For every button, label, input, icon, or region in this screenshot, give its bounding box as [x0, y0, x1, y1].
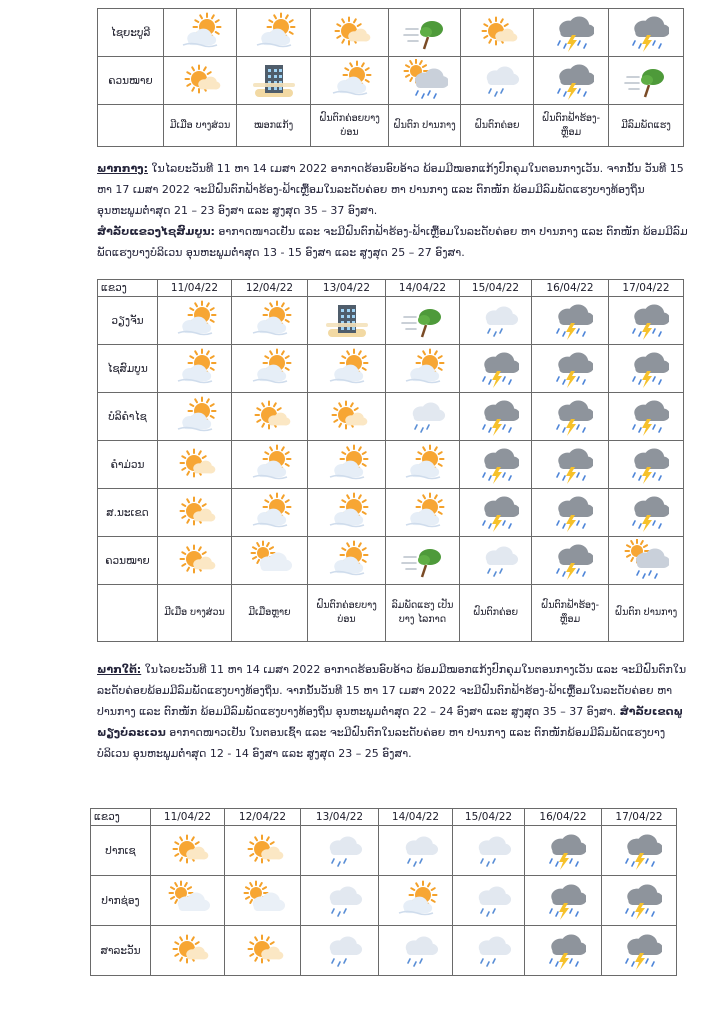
- sunny-icon: [177, 59, 223, 103]
- forecast-cell: [609, 393, 684, 441]
- date-column-header: 11/04/22: [158, 280, 232, 297]
- forecast-cell: [386, 441, 460, 489]
- sun-cloud-rain-icon: [402, 59, 448, 103]
- forecast-cell: [158, 393, 232, 441]
- forecast-table-southern: [90, 808, 677, 976]
- southern-region-forecast: [97, 659, 689, 764]
- date-column-header: 14/04/22: [386, 280, 460, 297]
- cloud-rain-icon: [466, 929, 512, 973]
- plateau-heading: ສໍາລັບເຂດພູພຽງບໍລະເວນ: [97, 705, 684, 739]
- forecast-cell: [460, 393, 532, 441]
- cloud-rain-icon: [473, 539, 519, 583]
- sunny-icon: [327, 11, 373, 55]
- forecast-cell: [158, 297, 232, 345]
- legend-label: ຝົນຕົກຄ່ອຍບາງ ບ່ອນ: [308, 585, 386, 642]
- sunny-icon: [240, 829, 286, 873]
- southern-region-heading: ພາກໃຕ້:: [97, 663, 142, 676]
- forecast-cell: [237, 9, 311, 57]
- forecast-cell: [460, 345, 532, 393]
- windy-tree-icon: [402, 11, 448, 55]
- cloud-rain-icon: [393, 829, 439, 873]
- thunderstorm-icon: [616, 829, 662, 873]
- forecast-table-central: [97, 279, 684, 642]
- forecast-cell: [453, 926, 525, 976]
- forecast-cell: [311, 57, 389, 105]
- forecast-cell: [532, 537, 609, 585]
- thunderstorm-icon: [547, 299, 593, 343]
- haze-building-icon: [324, 299, 370, 343]
- forecast-cell: [158, 537, 232, 585]
- forecast-cell: [389, 9, 461, 57]
- date-column-header: 17/04/22: [602, 809, 677, 826]
- forecast-row: [91, 826, 677, 876]
- forecast-cell: [525, 876, 602, 926]
- date-column-header: 13/04/22: [308, 280, 386, 297]
- province-name: ສ.ນະເຂດ: [98, 489, 158, 537]
- forecast-cell: [386, 345, 460, 393]
- forecast-cell: [609, 489, 684, 537]
- forecast-cell: [453, 876, 525, 926]
- sunny-icon: [247, 395, 293, 439]
- forecast-table-northern: [97, 8, 684, 147]
- forecast-cell: [232, 441, 308, 489]
- forecast-cell: [461, 57, 534, 105]
- thunderstorm-icon: [473, 395, 519, 439]
- forecast-cell: [532, 393, 609, 441]
- forecast-row: [98, 537, 684, 585]
- forecast-cell: [225, 876, 301, 926]
- sunny-partly-cloudy-icon: [247, 299, 293, 343]
- legend-label: ຝົນຕົກຄ່ອຍ: [460, 585, 532, 642]
- forecast-row: [91, 926, 677, 976]
- thunderstorm-icon: [623, 347, 669, 391]
- date-column-header: 12/04/22: [225, 809, 301, 826]
- legend-label: ລົມພັດແຮງ ເປັນບາງ ໄລກາດ: [386, 585, 460, 642]
- forecast-cell: [232, 393, 308, 441]
- forecast-cell: [460, 489, 532, 537]
- cloud-rain-icon: [317, 879, 363, 923]
- forecast-cell: [308, 345, 386, 393]
- sunny-partly-cloudy-icon: [324, 491, 370, 535]
- forecast-cell: [379, 926, 453, 976]
- date-column-header: 13/04/22: [301, 809, 379, 826]
- legend-label: ຝົນຕົກຄ່ອຍ: [461, 105, 534, 147]
- forecast-cell: [232, 297, 308, 345]
- legend-row: [98, 105, 684, 147]
- legend-label: ຝົນຕົກ ປານກາງ: [609, 585, 684, 642]
- sunny-partly-cloudy-icon: [247, 491, 293, 535]
- forecast-cell: [386, 537, 460, 585]
- thunderstorm-icon: [473, 443, 519, 487]
- forecast-cell: [151, 926, 225, 976]
- forecast-cell: [151, 876, 225, 926]
- thunderstorm-icon: [548, 59, 594, 103]
- forecast-cell: [609, 57, 684, 105]
- xaisomboun-text: ອາກາດໜາວເຢັນ ແລະ ຈະມີຝົນຕົກຟ້າຮ້ອງ-ຟ້າເຫຼື້ອມໃນລະດັບຄ່ອຍ ຫາ ປານກາງ ແລະ ຕົກໜັກ ພ້ອມມີລົມພັດແຮງບາງບໍລິເວນ ອຸນຫະພູມຕໍ່າສຸດ 13 - 15 ອົງສາ ແລະ ສູງສຸດ 25 – 27 ອົງສາ.: [97, 225, 688, 259]
- thunderstorm-icon: [540, 879, 586, 923]
- forecast-cell: [164, 9, 237, 57]
- central-region-forecast: [97, 158, 689, 263]
- forecast-cell: [158, 345, 232, 393]
- thunderstorm-icon: [547, 443, 593, 487]
- forecast-row: [98, 9, 684, 57]
- forecast-row: [98, 489, 684, 537]
- sun-cloud-rain-icon: [623, 539, 669, 583]
- thunderstorm-icon: [547, 491, 593, 535]
- sunny-partly-cloudy-icon: [400, 491, 446, 535]
- sunny-partly-cloudy-icon: [247, 347, 293, 391]
- cloud-rain-icon: [473, 299, 519, 343]
- forecast-cell: [525, 826, 602, 876]
- forecast-cell: [225, 826, 301, 876]
- forecast-cell: [151, 826, 225, 876]
- sunny-partly-cloudy-icon: [172, 299, 218, 343]
- forecast-cell: [609, 441, 684, 489]
- forecast-cell: [386, 393, 460, 441]
- cloud-rain-icon: [400, 395, 446, 439]
- date-column-header: 15/04/22: [453, 809, 525, 826]
- forecast-cell: [534, 9, 609, 57]
- sunny-partly-cloudy-icon: [324, 539, 370, 583]
- cloud-rain-icon: [317, 829, 363, 873]
- forecast-cell: [453, 826, 525, 876]
- forecast-row: [98, 297, 684, 345]
- forecast-cell: [534, 57, 609, 105]
- thunderstorm-icon: [473, 491, 519, 535]
- forecast-cell: [460, 441, 532, 489]
- date-column-header: 14/04/22: [379, 809, 453, 826]
- legend-label: ມີເມືອ ບາງສ່ວນ: [158, 585, 232, 642]
- legend-label: ຝົນຕົກ ປານກາງ: [389, 105, 461, 147]
- southern-region-text: ໃນໄລຍະວັນທີ 11 ຫາ 14 ເມສາ 2022 ອາກາດຮ້ອນອົບອ້າວ ພ້ອມມີໝອກແກ້ງປົກຄຸມໃນຕອນກາງເວັນ ແລະ ຈະມີຝົນຕົກໃນລະດັບຄ່ອຍພ້ອມມີລົມພັດແຮງບາງທ້ອງຖິ່ນ. ຈາກນັ້ນວັນທີ 15 ຫາ 17 ເມສາ 2022 ຈະມີຝົນຕົກຟ້າຮ້ອງ-ຟ້າເຫຼື້ອມໃນລະດັບຄ່ອຍ ຫາ ປານກາງ ແລະ ຕົກໜັກ ພ້ອມມີລົມພັດແຮງບາງທ້ອງຖິ່ນ ອຸນຫະພູມຕໍ່າສຸດ 22 – 24 ອົງສາ ແລະ ສູງສຸດ 35 – 37 ອົງສາ.: [97, 663, 687, 718]
- legend-label: ມີລົມພັດແຮງ: [609, 105, 684, 147]
- legend-label: ຝົນຕົກຟ້າຮ້ອງ-ຫຼຶອມ: [534, 105, 609, 147]
- forecast-cell: [308, 393, 386, 441]
- province-name: ຄໍາມ່ວນ: [98, 441, 158, 489]
- sunny-partly-cloudy-icon: [172, 347, 218, 391]
- thunderstorm-icon: [623, 299, 669, 343]
- legend-label: ມີເມືອຫຼາຍ: [232, 585, 308, 642]
- forecast-cell: [158, 441, 232, 489]
- thunderstorm-icon: [623, 491, 669, 535]
- sunny-partly-cloudy-icon: [327, 59, 373, 103]
- forecast-cell: [532, 297, 609, 345]
- forecast-row: [98, 345, 684, 393]
- forecast-cell: [460, 297, 532, 345]
- sunny-icon: [165, 829, 211, 873]
- forecast-cell: [532, 441, 609, 489]
- thunderstorm-icon: [623, 395, 669, 439]
- forecast-cell: [389, 57, 461, 105]
- legend-label: ມີເມືອ ບາງສ່ວນ: [164, 105, 237, 147]
- sunny-icon: [474, 11, 520, 55]
- thunderstorm-icon: [540, 929, 586, 973]
- thunderstorm-icon: [547, 539, 593, 583]
- forecast-cell: [301, 876, 379, 926]
- sunny-icon: [240, 929, 286, 973]
- forecast-cell: [301, 926, 379, 976]
- sunny-partly-cloudy-icon: [177, 11, 223, 55]
- thunderstorm-icon: [540, 829, 586, 873]
- forecast-cell: [609, 9, 684, 57]
- thunderstorm-icon: [616, 929, 662, 973]
- province-name: ໄຊສົມບູນ: [98, 345, 158, 393]
- sunny-partly-cloudy-icon: [251, 11, 297, 55]
- forecast-cell: [308, 537, 386, 585]
- thunderstorm-icon: [623, 443, 669, 487]
- forecast-cell: [158, 489, 232, 537]
- sunny-partly-cloudy-icon: [400, 443, 446, 487]
- sunny-icon: [324, 395, 370, 439]
- cloud-rain-icon: [317, 929, 363, 973]
- date-column-header: 11/04/22: [151, 809, 225, 826]
- sunny-icon: [172, 443, 218, 487]
- haze-building-icon: [251, 59, 297, 103]
- forecast-cell: [460, 537, 532, 585]
- xaisomboun-heading: ສໍາລັບແຂວງໄຊສົມບູນ:: [97, 225, 215, 238]
- forecast-cell: [461, 9, 534, 57]
- sunny-icon: [165, 929, 211, 973]
- forecast-cell: [525, 926, 602, 976]
- forecast-cell: [308, 441, 386, 489]
- forecast-cell: [379, 826, 453, 876]
- legend-label: ຝົນຕົກຄ່ອຍບາງ ບ່ອນ: [311, 105, 389, 147]
- sunny-partly-cloudy-icon: [172, 395, 218, 439]
- province-name: ວຽງຈັນ: [98, 297, 158, 345]
- forecast-cell: [602, 926, 677, 976]
- windy-tree-icon: [623, 59, 669, 103]
- cloud-rain-icon: [393, 929, 439, 973]
- forecast-cell: [609, 345, 684, 393]
- cloud-rain-icon: [466, 829, 512, 873]
- forecast-cell: [232, 345, 308, 393]
- windy-tree-icon: [400, 299, 446, 343]
- legend-blank-cell: [98, 105, 164, 147]
- forecast-row: [98, 57, 684, 105]
- legend-blank-cell: [98, 585, 158, 642]
- central-region-heading: ພາກກາງ:: [97, 162, 148, 175]
- forecast-row: [98, 441, 684, 489]
- cloud-rain-icon: [474, 59, 520, 103]
- province-name: ປາກຊ່ອງ: [91, 876, 151, 926]
- date-column-header: 17/04/22: [609, 280, 684, 297]
- forecast-cell: [609, 537, 684, 585]
- thunderstorm-icon: [547, 347, 593, 391]
- province-name: ຄວນໝາຍ: [98, 57, 164, 105]
- forecast-cell: [308, 297, 386, 345]
- forecast-cell: [602, 876, 677, 926]
- thunderstorm-icon: [623, 11, 669, 55]
- province-name: ປາກເຊ: [91, 826, 151, 876]
- windy-tree-icon: [400, 539, 446, 583]
- forecast-cell: [164, 57, 237, 105]
- date-column-header: 15/04/22: [460, 280, 532, 297]
- province-name: ສາລະວັນ: [91, 926, 151, 976]
- sunny-icon: [172, 491, 218, 535]
- sunny-icon: [172, 539, 218, 583]
- province-name: ບໍລິຄໍາໄຊ: [98, 393, 158, 441]
- forecast-cell: [232, 489, 308, 537]
- sunny-partly-cloudy-icon: [247, 443, 293, 487]
- forecast-cell: [311, 9, 389, 57]
- sunny-partly-cloudy-icon: [400, 347, 446, 391]
- forecast-row: [91, 876, 677, 926]
- sunny-partly-cloudy-icon: [393, 879, 439, 923]
- thunderstorm-icon: [548, 11, 594, 55]
- forecast-cell: [532, 489, 609, 537]
- forecast-cell: [386, 297, 460, 345]
- forecast-cell: [379, 876, 453, 926]
- thunderstorm-icon: [547, 395, 593, 439]
- forecast-cell: [232, 537, 308, 585]
- forecast-row: [98, 393, 684, 441]
- legend-label: ຝົນຕົກຟ້າຮ້ອງ-ຫຼຶອມ: [532, 585, 609, 642]
- province-name: ໄຊຍະບູລີ: [98, 9, 164, 57]
- thunderstorm-icon: [616, 879, 662, 923]
- province-column-header: ແຂວງ: [91, 809, 151, 826]
- province-column-header: ແຂວງ: [98, 280, 158, 297]
- plateau-text: ອາກາດໜາວເຢັນ ໃນຕອນເຊົ້າ ແລະ ຈະມີຝົນຕົກໃນລະດັບຄ່ອຍ ຫາ ປານກາງ ແລະ ຕົກໜັກພ້ອມມີລົມພັດແຮງບາງບໍລິເວນ ອຸນຫະພູມຕໍ່າສຸດ 12 - 14 ອົງສາ ແລະ ສູງສຸດ 23 – 25 ອົງສາ.: [97, 726, 666, 760]
- partly-cloudy-icon: [247, 539, 293, 583]
- forecast-cell: [532, 345, 609, 393]
- thunderstorm-icon: [473, 347, 519, 391]
- cloud-rain-icon: [466, 879, 512, 923]
- legend-row: [98, 585, 684, 642]
- province-name: ຄວນໝາຍ: [98, 537, 158, 585]
- date-column-header: 16/04/22: [532, 280, 609, 297]
- sunny-partly-cloudy-icon: [324, 443, 370, 487]
- partly-cloudy-icon: [165, 879, 211, 923]
- date-column-header: 16/04/22: [525, 809, 602, 826]
- forecast-cell: [237, 57, 311, 105]
- legend-label: ໝອກແກ້ງ: [237, 105, 311, 147]
- date-column-header: 12/04/22: [232, 280, 308, 297]
- forecast-cell: [609, 297, 684, 345]
- forecast-cell: [602, 826, 677, 876]
- central-region-text: ໃນໄລຍະວັນທີ 11 ຫາ 14 ເມສາ 2022 ອາກາດຮ້ອນອົບອ້າວ ພ້ອມມີໝອກແກ້ງປົກຄຸມໃນຕອນກາງເວັນ. ຈາກນັ້ນ ວັນທີ 15 ຫາ 17 ເມສາ 2022 ຈະມີຝົນຕົກຟ້າຮ້ອງ-ຟ້າເຫຼື້ອມໃນລະດັບຄ່ອຍ ຫາ ປານກາງ ແລະ ຕົກໜັກ ພ້ອມມີລົມພັດແຮງບາງທ້ອງຖິ່ນ ອຸນຫະພູມຕໍ່າສຸດ 21 – 23 ອົງສາ ແລະ ສູງສຸດ 35 – 37 ອົງສາ.: [97, 162, 684, 217]
- forecast-cell: [225, 926, 301, 976]
- forecast-cell: [386, 489, 460, 537]
- partly-cloudy-icon: [240, 879, 286, 923]
- forecast-cell: [301, 826, 379, 876]
- sunny-partly-cloudy-icon: [324, 347, 370, 391]
- forecast-cell: [308, 489, 386, 537]
